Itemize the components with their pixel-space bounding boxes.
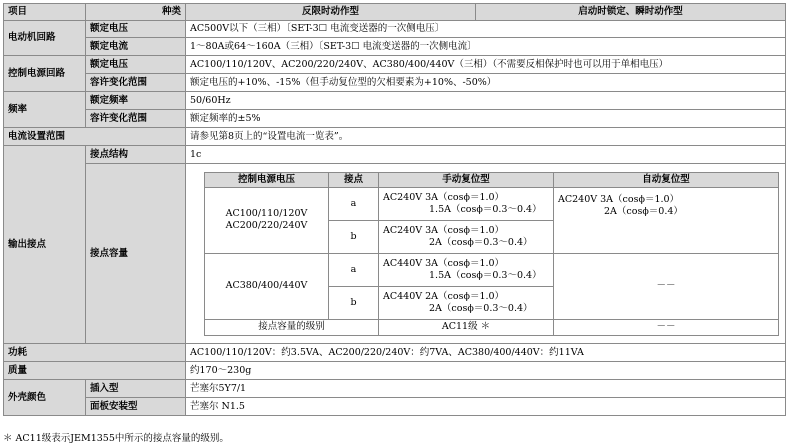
motor-current-value: 1～80A或64～160A（三相）〔SET-3☐ 电流变送器的一次侧电流〕 — [186, 38, 786, 56]
output-capacity-row — [4, 164, 786, 344]
capacity-manual-2a-line2: 1.5A（cosϕ＝0.3～0.4） — [429, 269, 542, 281]
header-item: 项目 — [4, 4, 86, 21]
capacity-manual-1a-line1: AC240V 3A（cosϕ＝1.0） — [383, 191, 505, 203]
current-setting-row — [4, 128, 786, 146]
panel-mount-label: 面板安装型 — [86, 398, 186, 416]
plugin-type-label: 插入型 — [86, 380, 186, 398]
mass-value: 约170～230g — [186, 362, 786, 380]
motor-voltage-row — [4, 21, 786, 38]
power-value: AC100/110/120V：约3.5VA、AC200/220/240V：约7VA、AC380/400/440V：约11VA — [186, 344, 786, 362]
freq-rated-row — [4, 92, 786, 110]
capacity-header-contact: 接点 — [329, 172, 379, 187]
capacity-row-2a — [205, 253, 779, 286]
capacity-manual-1b — [379, 220, 554, 253]
control-range-label: 容许变化范围 — [86, 74, 186, 92]
capacity-header-manual: 手动复位型 — [379, 172, 554, 187]
capacity-voltage-1a: AC100/110/120V — [225, 208, 308, 219]
capacity-voltage-1 — [205, 187, 329, 253]
capacity-contact-b-2: b — [329, 286, 379, 319]
capacity-manual-1a-line2: 1.5A（cosϕ＝0.3～0.4） — [429, 203, 542, 215]
contact-structure-value: 1c — [186, 146, 786, 164]
housing-color-label: 外壳颜色 — [4, 380, 86, 416]
capacity-manual-1b-line2: 2A（cosϕ＝0.3～0.4） — [429, 236, 533, 248]
freq-rated-label: 额定频率 — [86, 92, 186, 110]
capacity-manual-1a — [379, 187, 554, 220]
motor-current-label: 额定电流 — [86, 38, 186, 56]
capacity-row-1a — [205, 187, 779, 220]
capacity-voltage-1b: AC200/220/240V — [225, 220, 308, 231]
capacity-header-voltage: 控制电源电压 — [205, 172, 329, 187]
power-row — [4, 344, 786, 362]
control-range-row — [4, 74, 786, 92]
motor-voltage-value: AC500V以下（三相）〔SET-3☐ 电流变送器的一次侧电压〕 — [186, 21, 786, 38]
motor-circuit-label: 电动机回路 — [4, 21, 86, 56]
frequency-label: 频率 — [4, 92, 86, 128]
capacity-grade-auto: －－ — [554, 319, 779, 335]
capacity-auto-1 — [554, 187, 779, 253]
freq-range-row — [4, 110, 786, 128]
contact-capacity-label: 接点容量 — [86, 164, 186, 344]
mass-row — [4, 362, 786, 380]
control-voltage-label: 额定电压 — [86, 56, 186, 74]
capacity-manual-2b — [379, 286, 554, 319]
control-voltage-value: AC100/110/120V、AC200/220/240V、AC380/400/440V（三相）（不需要反相保护时也可以用于单相电压） — [186, 56, 786, 74]
capacity-manual-2a — [379, 253, 554, 286]
header-row — [4, 4, 786, 21]
capacity-contact-a-2: a — [329, 253, 379, 286]
freq-rated-value: 50/60Hz — [186, 92, 786, 110]
contact-capacity-table — [204, 172, 779, 336]
header-kind: 种类 — [86, 4, 186, 21]
freq-range-value: 额定频率的±5% — [186, 110, 786, 128]
capacity-voltage-2: AC380/400/440V — [205, 253, 329, 319]
plugin-type-value: 芒塞尔5Y7/1 — [186, 380, 786, 398]
capacity-grade-manual: AC11级 ＊ — [379, 319, 554, 335]
output-contact-label: 输出接点 — [4, 146, 86, 344]
mass-label: 质量 — [4, 362, 186, 380]
contact-capacity-cell — [186, 164, 786, 344]
panel-mount-value: 芒塞尔 N1.5 — [186, 398, 786, 416]
header-inverse-time: 反限时动作型 — [186, 4, 476, 21]
capacity-header-auto: 自动复位型 — [554, 172, 779, 187]
color-panel-row — [4, 398, 786, 416]
header-start-lock: 启动时锁定、瞬时动作型 — [476, 4, 786, 21]
spec-table — [3, 3, 786, 416]
color-plugin-row — [4, 380, 786, 398]
motor-voltage-label: 额定电压 — [86, 21, 186, 38]
power-label: 功耗 — [4, 344, 186, 362]
capacity-manual-1b-line1: AC240V 3A（cosϕ＝1.0） — [383, 224, 505, 236]
current-setting-label: 电流设置范围 — [4, 128, 186, 146]
output-structure-row — [4, 146, 786, 164]
control-circuit-label: 控制电源回路 — [4, 56, 86, 92]
capacity-manual-2b-line1: AC440V 2A（cosϕ＝1.0） — [383, 290, 505, 302]
contact-structure-label: 接点结构 — [86, 146, 186, 164]
capacity-auto-1-line2: 2A（cosϕ＝0.4） — [604, 205, 683, 217]
capacity-manual-2b-line2: 2A（cosϕ＝0.3～0.4） — [429, 302, 533, 314]
capacity-auto-2: －－ — [554, 253, 779, 319]
capacity-auto-1-line1: AC240V 3A（cosϕ＝1.0） — [558, 193, 680, 205]
capacity-header-row — [205, 172, 779, 187]
capacity-contact-a: a — [329, 187, 379, 220]
capacity-grade-row — [205, 319, 779, 335]
motor-current-row — [4, 38, 786, 56]
capacity-contact-b: b — [329, 220, 379, 253]
footnote: ＊ AC11级表示JEM1355中所示的接点容量的级别。 — [3, 433, 229, 444]
control-range-value: 额定电压的+10%、-15%（但手动复位型的欠相要素为+10%、-50%） — [186, 74, 786, 92]
capacity-manual-2a-line1: AC440V 3A（cosϕ＝1.0） — [383, 257, 505, 269]
capacity-grade-label: 接点容量的级别 — [205, 319, 379, 335]
current-setting-value: 请参见第8页上的“设置电流一览表”。 — [186, 128, 786, 146]
control-voltage-row — [4, 56, 786, 74]
freq-range-label: 容许变化范围 — [86, 110, 186, 128]
